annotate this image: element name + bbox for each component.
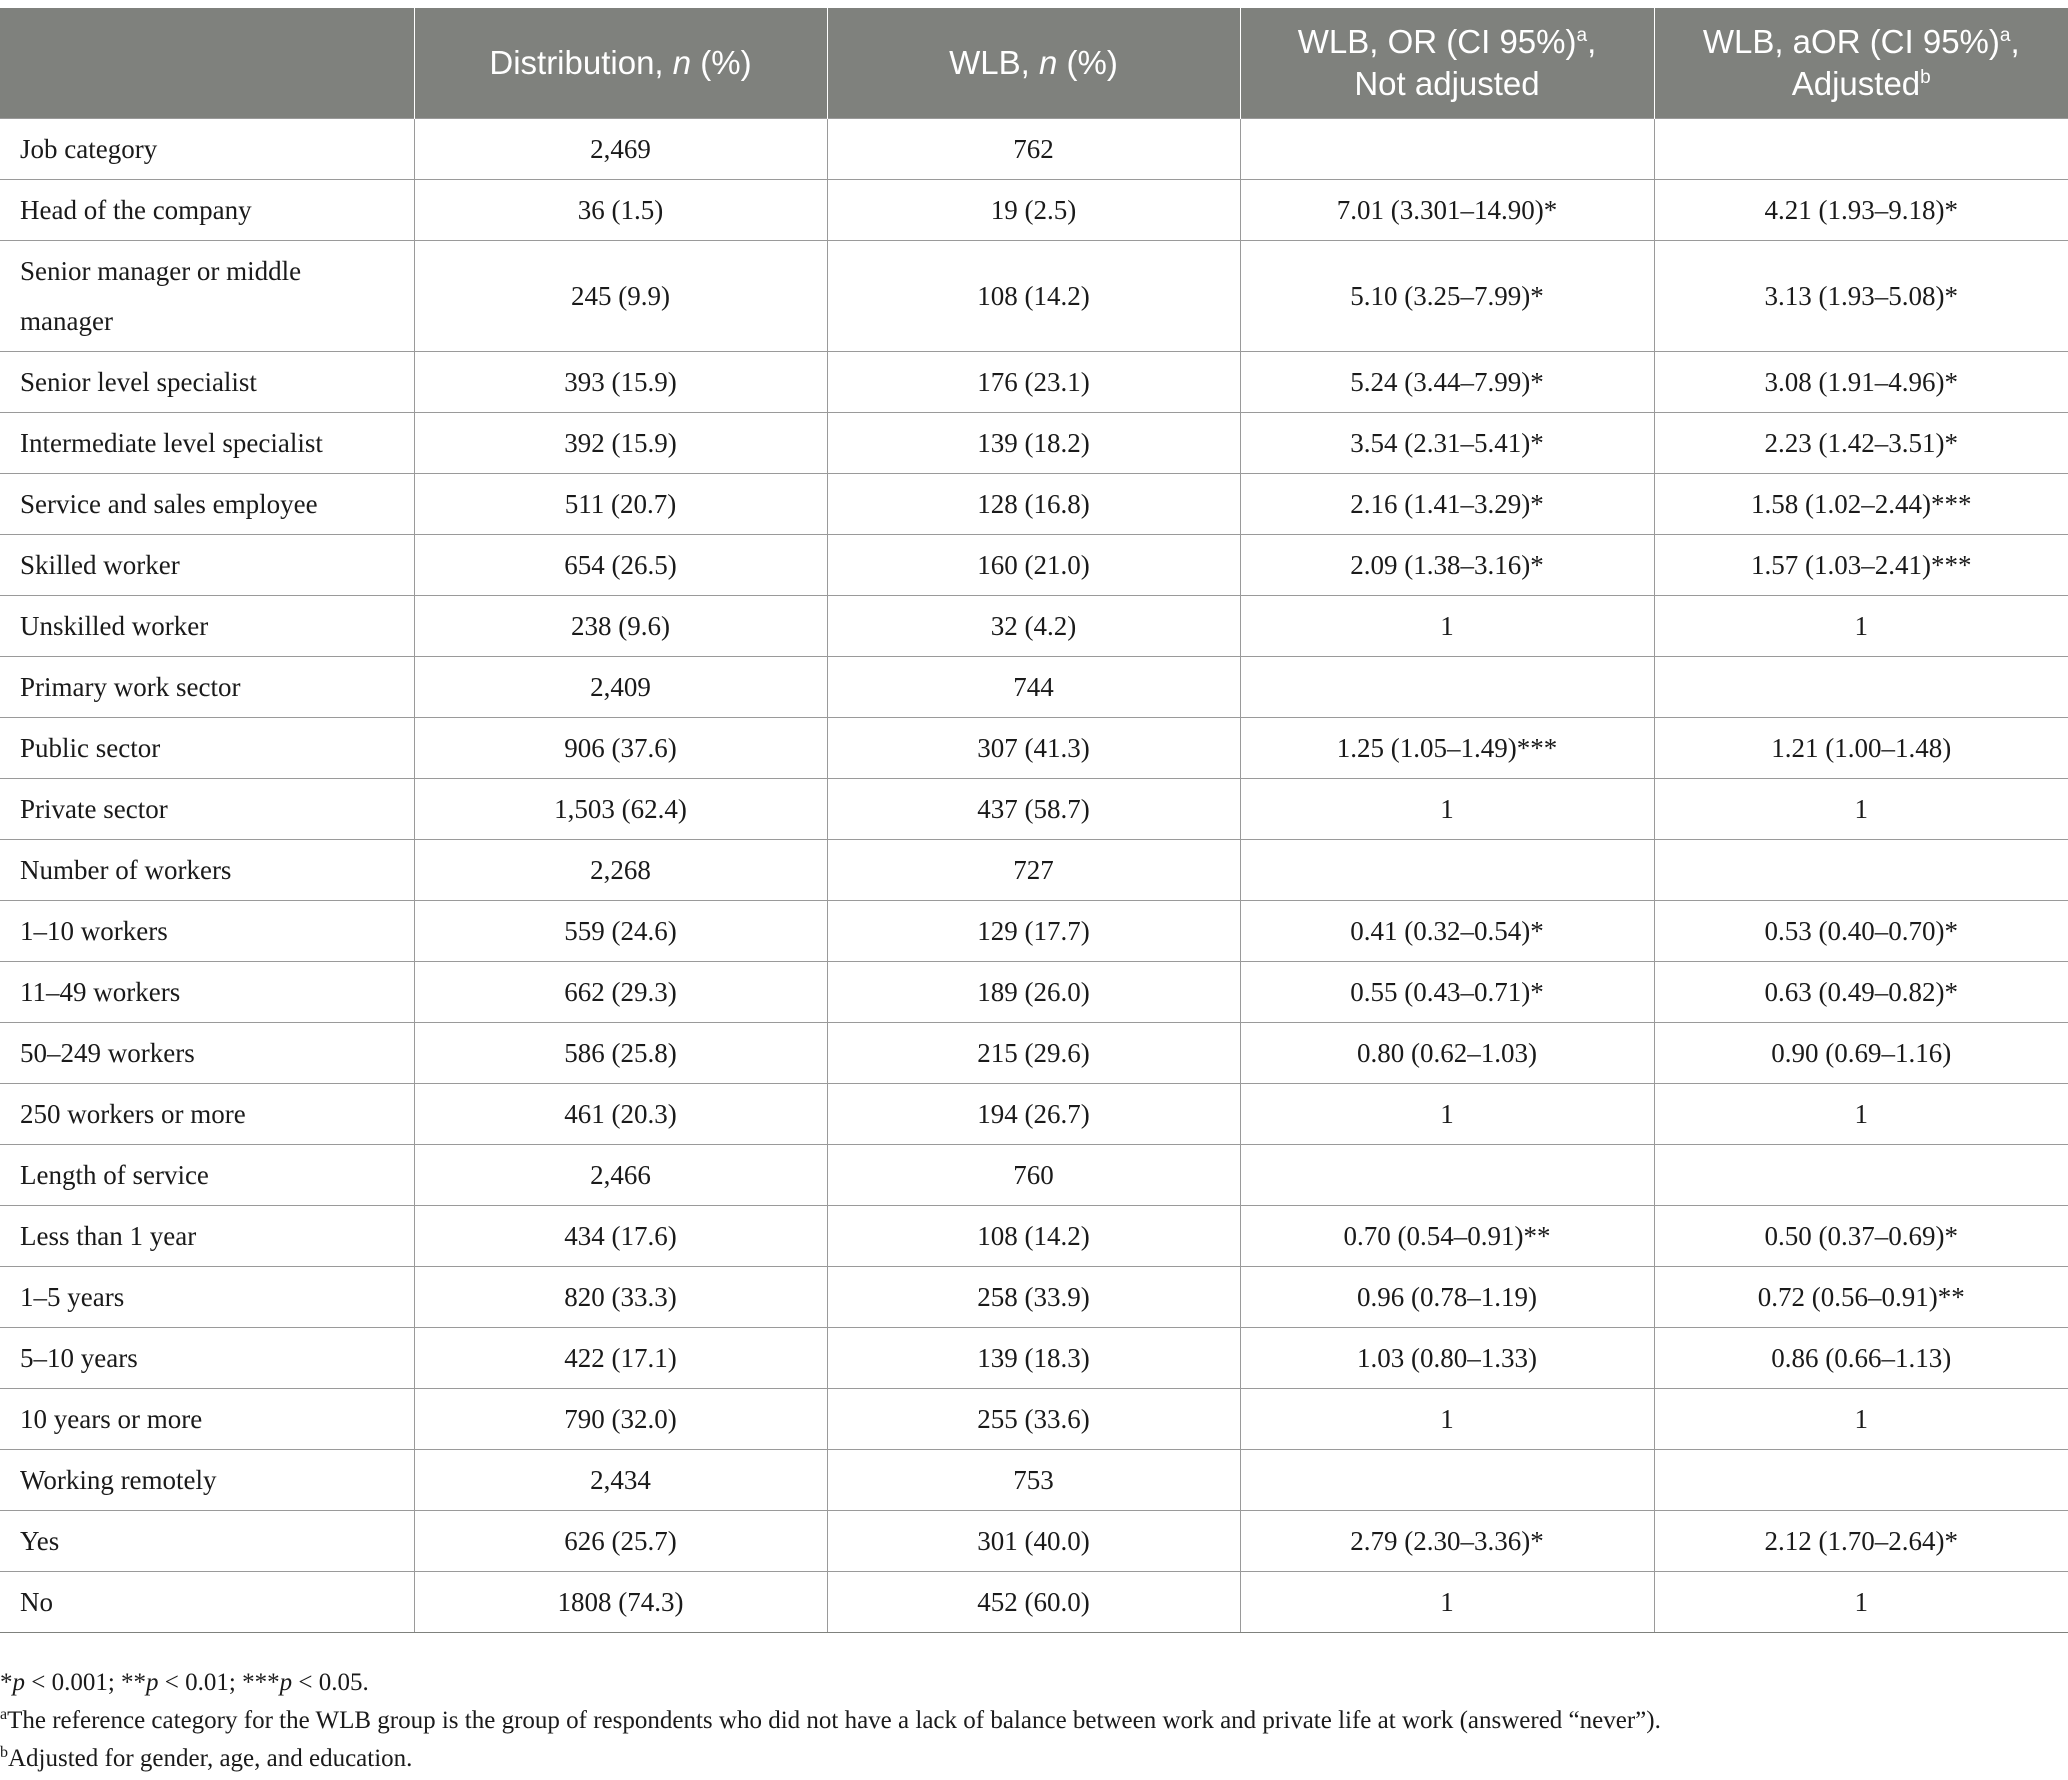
row-label-cell: Unskilled worker bbox=[0, 596, 414, 657]
header-or-line1: WLB, OR (CI 95%) bbox=[1297, 23, 1577, 60]
row-label-cell: 250 workers or more bbox=[0, 1084, 414, 1145]
header-or-comma: , bbox=[1587, 23, 1597, 60]
wlb-cell: 452 (60.0) bbox=[827, 1572, 1240, 1633]
aor-cell: 3.08 (1.91–4.96)* bbox=[1654, 352, 2068, 413]
table-row bbox=[0, 535, 2068, 596]
or-cell: 1 bbox=[1240, 1572, 1654, 1633]
table-footnotes bbox=[0, 1664, 2068, 1778]
aor-cell bbox=[1654, 657, 2068, 718]
header-cell-wlb bbox=[827, 8, 1240, 119]
aor-cell: 1 bbox=[1654, 779, 2068, 840]
distribution-cell: 654 (26.5) bbox=[414, 535, 827, 596]
row-label-cell: 5–10 years bbox=[0, 1328, 414, 1389]
table-row bbox=[0, 1572, 2068, 1633]
wlb-cell: 129 (17.7) bbox=[827, 901, 1240, 962]
distribution-cell: 906 (37.6) bbox=[414, 718, 827, 779]
aor-cell: 0.63 (0.49–0.82)* bbox=[1654, 962, 2068, 1023]
wlb-cell: 19 (2.5) bbox=[827, 180, 1240, 241]
aor-cell bbox=[1654, 1145, 2068, 1206]
aor-cell: 0.86 (0.66–1.13) bbox=[1654, 1328, 2068, 1389]
header-wlb-pct: (%) bbox=[1057, 44, 1118, 81]
wlb-cell: 108 (14.2) bbox=[827, 241, 1240, 352]
row-label-cell: Length of service bbox=[0, 1145, 414, 1206]
footnote-a bbox=[0, 1702, 2068, 1740]
or-cell: 0.96 (0.78–1.19) bbox=[1240, 1267, 1654, 1328]
table-row bbox=[0, 1328, 2068, 1389]
header-wlb-text: WLB, bbox=[949, 44, 1039, 81]
row-label-cell: Private sector bbox=[0, 779, 414, 840]
distribution-cell: 2,268 bbox=[414, 840, 827, 901]
distribution-cell: 511 (20.7) bbox=[414, 474, 827, 535]
distribution-cell: 422 (17.1) bbox=[414, 1328, 827, 1389]
or-cell: 5.10 (3.25–7.99)* bbox=[1240, 241, 1654, 352]
wlb-cell: 258 (33.9) bbox=[827, 1267, 1240, 1328]
table-row bbox=[0, 962, 2068, 1023]
row-label-cell: Public sector bbox=[0, 718, 414, 779]
header-distribution-pct: (%) bbox=[691, 44, 752, 81]
wlb-cell: 128 (16.8) bbox=[827, 474, 1240, 535]
header-wlb-n: n bbox=[1039, 44, 1058, 81]
footnote-p: p bbox=[279, 1669, 293, 1696]
aor-cell: 4.21 (1.93–9.18)* bbox=[1654, 180, 2068, 241]
aor-cell: 2.12 (1.70–2.64)* bbox=[1654, 1511, 2068, 1572]
aor-cell: 0.50 (0.37–0.69)* bbox=[1654, 1206, 2068, 1267]
or-cell: 2.09 (1.38–3.16)* bbox=[1240, 535, 1654, 596]
wlb-cell: 139 (18.2) bbox=[827, 413, 1240, 474]
or-cell: 0.80 (0.62–1.03) bbox=[1240, 1023, 1654, 1084]
header-cell-or bbox=[1240, 8, 1654, 119]
table-row bbox=[0, 1511, 2068, 1572]
or-cell: 0.70 (0.54–0.91)** bbox=[1240, 1206, 1654, 1267]
results-table bbox=[0, 8, 2068, 1633]
table-row bbox=[0, 718, 2068, 779]
aor-cell: 0.53 (0.40–0.70)* bbox=[1654, 901, 2068, 962]
wlb-cell: 189 (26.0) bbox=[827, 962, 1240, 1023]
or-cell: 1 bbox=[1240, 1084, 1654, 1145]
aor-cell: 1 bbox=[1654, 1084, 2068, 1145]
distribution-cell: 1808 (74.3) bbox=[414, 1572, 827, 1633]
distribution-cell: 790 (32.0) bbox=[414, 1389, 827, 1450]
row-label-cell: Less than 1 year bbox=[0, 1206, 414, 1267]
row-label-cell: 10 years or more bbox=[0, 1389, 414, 1450]
table-row bbox=[0, 119, 2068, 180]
header-aor-footnote-mark-b: b bbox=[1920, 67, 1931, 88]
table-row bbox=[0, 779, 2068, 840]
wlb-cell: 176 (23.1) bbox=[827, 352, 1240, 413]
table-body bbox=[0, 119, 2068, 1633]
aor-cell: 1.21 (1.00–1.48) bbox=[1654, 718, 2068, 779]
table-row bbox=[0, 1084, 2068, 1145]
distribution-cell: 1,503 (62.4) bbox=[414, 779, 827, 840]
aor-cell: 0.72 (0.56–0.91)** bbox=[1654, 1267, 2068, 1328]
row-label-cell: No bbox=[0, 1572, 414, 1633]
distribution-cell: 245 (9.9) bbox=[414, 241, 827, 352]
or-cell: 1 bbox=[1240, 596, 1654, 657]
or-cell: 7.01 (3.301–14.90)* bbox=[1240, 180, 1654, 241]
or-cell bbox=[1240, 657, 1654, 718]
distribution-cell: 2,409 bbox=[414, 657, 827, 718]
distribution-cell: 461 (20.3) bbox=[414, 1084, 827, 1145]
footnote-threshold-3: < 0.05. bbox=[292, 1669, 369, 1696]
aor-cell bbox=[1654, 1450, 2068, 1511]
aor-cell: 1 bbox=[1654, 596, 2068, 657]
or-cell bbox=[1240, 840, 1654, 901]
or-cell: 2.16 (1.41–3.29)* bbox=[1240, 474, 1654, 535]
table-row bbox=[0, 1023, 2068, 1084]
row-label-cell: 1–10 workers bbox=[0, 901, 414, 962]
table-row bbox=[0, 474, 2068, 535]
header-or-footnote-mark: a bbox=[1576, 25, 1588, 46]
wlb-cell: 762 bbox=[827, 119, 1240, 180]
footnote-b bbox=[0, 1740, 2068, 1778]
table-row bbox=[0, 241, 2068, 352]
footnote-threshold-1: < 0.001; ** bbox=[25, 1669, 147, 1696]
footnote-threshold-2: < 0.01; *** bbox=[158, 1669, 280, 1696]
wlb-cell: 753 bbox=[827, 1450, 1240, 1511]
or-cell: 1.25 (1.05–1.49)*** bbox=[1240, 718, 1654, 779]
row-label-cell: Intermediate level specialist bbox=[0, 413, 414, 474]
distribution-cell: 392 (15.9) bbox=[414, 413, 827, 474]
wlb-cell: 139 (18.3) bbox=[827, 1328, 1240, 1389]
wlb-cell: 194 (26.7) bbox=[827, 1084, 1240, 1145]
or-cell: 0.41 (0.32–0.54)* bbox=[1240, 901, 1654, 962]
table-row bbox=[0, 657, 2068, 718]
wlb-cell: 727 bbox=[827, 840, 1240, 901]
aor-cell bbox=[1654, 840, 2068, 901]
table-row bbox=[0, 352, 2068, 413]
footnote-star: * bbox=[0, 1669, 13, 1696]
aor-cell: 0.90 (0.69–1.16) bbox=[1654, 1023, 2068, 1084]
distribution-cell: 2,434 bbox=[414, 1450, 827, 1511]
aor-cell: 3.13 (1.93–5.08)* bbox=[1654, 241, 2068, 352]
or-cell: 1 bbox=[1240, 1389, 1654, 1450]
header-cell-distribution bbox=[414, 8, 827, 119]
table-row bbox=[0, 596, 2068, 657]
footnote-significance bbox=[0, 1664, 2068, 1702]
table-row bbox=[0, 901, 2068, 962]
row-label-cell: 11–49 workers bbox=[0, 962, 414, 1023]
table-header bbox=[0, 8, 2068, 119]
header-aor-footnote-mark: a bbox=[1999, 25, 2011, 46]
table-row bbox=[0, 840, 2068, 901]
aor-cell: 2.23 (1.42–3.51)* bbox=[1654, 413, 2068, 474]
or-cell bbox=[1240, 119, 1654, 180]
table-row bbox=[0, 1389, 2068, 1450]
wlb-cell: 760 bbox=[827, 1145, 1240, 1206]
header-distribution-n: n bbox=[672, 44, 692, 81]
or-cell bbox=[1240, 1145, 1654, 1206]
footnote-a-mark: a bbox=[0, 1706, 8, 1723]
wlb-cell: 32 (4.2) bbox=[827, 596, 1240, 657]
header-or-line2: Not adjusted bbox=[1354, 65, 1540, 102]
wlb-cell: 160 (21.0) bbox=[827, 535, 1240, 596]
distribution-cell: 2,469 bbox=[414, 119, 827, 180]
header-aor-line1: WLB, aOR (CI 95%) bbox=[1702, 23, 2000, 60]
footnote-a-text: The reference category for the WLB group is the group of respondents who did not have a lack of balance between work and private life at work (answered “never”). bbox=[7, 1707, 1661, 1734]
table-row bbox=[0, 180, 2068, 241]
table-row bbox=[0, 1145, 2068, 1206]
footnote-b-text: Adjusted for gender, age, and education. bbox=[8, 1745, 413, 1772]
footnote-b-mark: b bbox=[0, 1744, 8, 1761]
header-row bbox=[0, 8, 2068, 119]
row-label-cell: Skilled worker bbox=[0, 535, 414, 596]
footnote-p: p bbox=[12, 1669, 25, 1696]
or-cell bbox=[1240, 1450, 1654, 1511]
header-cell-aor bbox=[1654, 8, 2068, 119]
distribution-cell: 820 (33.3) bbox=[414, 1267, 827, 1328]
row-label-cell: 1–5 years bbox=[0, 1267, 414, 1328]
row-label-cell: Working remotely bbox=[0, 1450, 414, 1511]
distribution-cell: 2,466 bbox=[414, 1145, 827, 1206]
row-label-cell: Senior manager or middle manager bbox=[0, 241, 414, 352]
row-label-cell: Head of the company bbox=[0, 180, 414, 241]
wlb-cell: 108 (14.2) bbox=[827, 1206, 1240, 1267]
wlb-cell: 437 (58.7) bbox=[827, 779, 1240, 840]
header-distribution-text: Distribution, bbox=[489, 44, 673, 81]
distribution-cell: 434 (17.6) bbox=[414, 1206, 827, 1267]
table-row bbox=[0, 413, 2068, 474]
aor-cell bbox=[1654, 119, 2068, 180]
wlb-cell: 301 (40.0) bbox=[827, 1511, 1240, 1572]
distribution-cell: 559 (24.6) bbox=[414, 901, 827, 962]
row-label-cell: Number of workers bbox=[0, 840, 414, 901]
distribution-cell: 393 (15.9) bbox=[414, 352, 827, 413]
distribution-cell: 238 (9.6) bbox=[414, 596, 827, 657]
header-aor-comma: , bbox=[2010, 23, 2020, 60]
distribution-cell: 586 (25.8) bbox=[414, 1023, 827, 1084]
distribution-cell: 36 (1.5) bbox=[414, 180, 827, 241]
row-label-cell: Yes bbox=[0, 1511, 414, 1572]
distribution-cell: 662 (29.3) bbox=[414, 962, 827, 1023]
wlb-cell: 215 (29.6) bbox=[827, 1023, 1240, 1084]
distribution-cell: 626 (25.7) bbox=[414, 1511, 827, 1572]
wlb-cell: 307 (41.3) bbox=[827, 718, 1240, 779]
wlb-cell: 744 bbox=[827, 657, 1240, 718]
aor-cell: 1.57 (1.03–2.41)*** bbox=[1654, 535, 2068, 596]
header-cell-variable bbox=[0, 8, 414, 119]
or-cell: 1.03 (0.80–1.33) bbox=[1240, 1328, 1654, 1389]
or-cell: 0.55 (0.43–0.71)* bbox=[1240, 962, 1654, 1023]
row-label-cell: Primary work sector bbox=[0, 657, 414, 718]
wlb-cell: 255 (33.6) bbox=[827, 1389, 1240, 1450]
row-label-cell: Service and sales employee bbox=[0, 474, 414, 535]
aor-cell: 1 bbox=[1654, 1572, 2068, 1633]
row-label-cell: Job category bbox=[0, 119, 414, 180]
or-cell: 3.54 (2.31–5.41)* bbox=[1240, 413, 1654, 474]
row-label-cell: Senior level specialist bbox=[0, 352, 414, 413]
results-table-container bbox=[0, 8, 2068, 1633]
or-cell: 5.24 (3.44–7.99)* bbox=[1240, 352, 1654, 413]
header-aor-line2: Adjusted bbox=[1791, 65, 1921, 102]
footnote-p: p bbox=[146, 1669, 159, 1696]
or-cell: 1 bbox=[1240, 779, 1654, 840]
aor-cell: 1.58 (1.02–2.44)*** bbox=[1654, 474, 2068, 535]
or-cell: 2.79 (2.30–3.36)* bbox=[1240, 1511, 1654, 1572]
aor-cell: 1 bbox=[1654, 1389, 2068, 1450]
table-row bbox=[0, 1267, 2068, 1328]
table-row bbox=[0, 1450, 2068, 1511]
table-row bbox=[0, 1206, 2068, 1267]
row-label-cell: 50–249 workers bbox=[0, 1023, 414, 1084]
